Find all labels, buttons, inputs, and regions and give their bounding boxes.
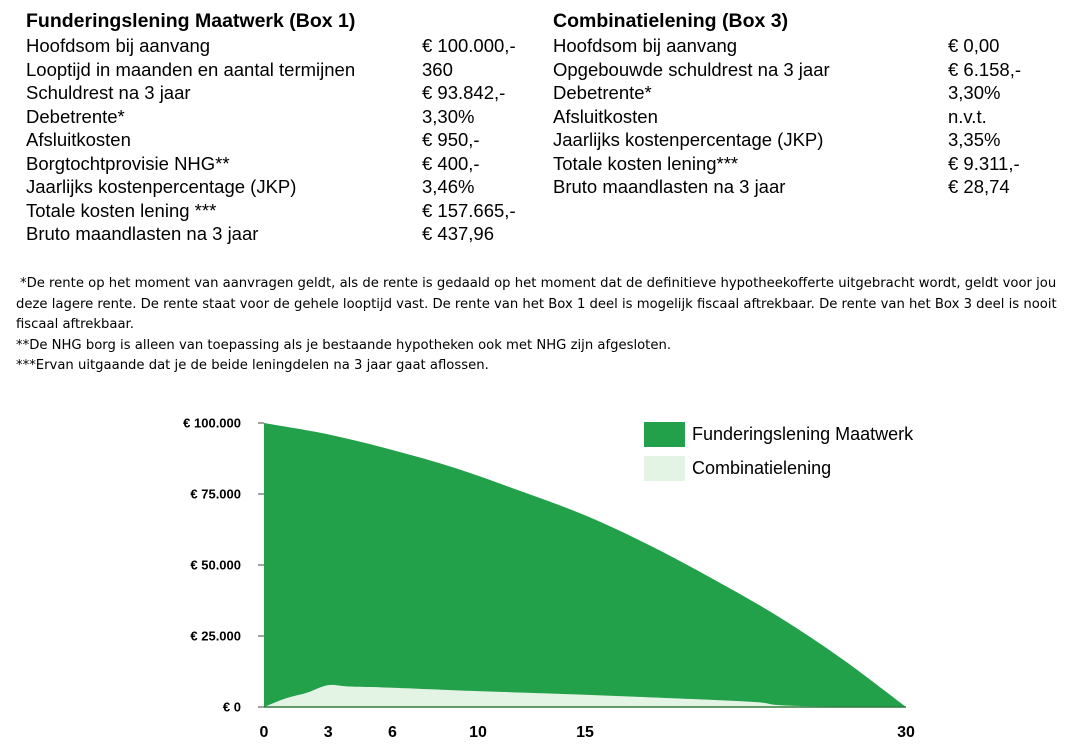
box3-row — [553, 34, 1063, 58]
x-tick-label: 3 — [323, 724, 333, 741]
box1-row-value: 3,46% — [422, 176, 475, 197]
box3-row-label: Bruto maandlasten na 3 jaar — [553, 176, 786, 197]
box1-row-value: € 437,96 — [422, 223, 495, 244]
box3-rows — [553, 34, 1063, 199]
box1-row-label: Borgtochtprovisie NHG** — [26, 152, 230, 174]
legend-swatch — [644, 422, 685, 447]
box1-row-label: Afsluitkosten — [26, 129, 131, 150]
box3-row — [553, 58, 1063, 82]
box1-row-label: Debetrente* — [26, 105, 125, 127]
box1-title: Funderingslening Maatwerk (Box 1) — [26, 10, 356, 32]
box3-row-label: Afsluitkosten — [553, 105, 658, 127]
box3-row-value: 3,30% — [948, 82, 1001, 103]
box3-row — [553, 81, 1063, 105]
box1-row — [26, 58, 536, 82]
box1-panel — [26, 8, 536, 246]
box1-row-value: € 157.665,- — [422, 199, 516, 221]
x-tick-label: 15 — [576, 724, 594, 741]
legend-swatch — [644, 456, 685, 481]
box3-row-value: € 9.311,- — [948, 152, 1020, 174]
box3-row — [553, 175, 1063, 199]
box1-row-value: 3,30% — [422, 105, 475, 127]
box1-row — [26, 81, 536, 105]
y-tick-label: € 50.000 — [190, 557, 241, 573]
x-tick-label: 30 — [897, 724, 915, 741]
box3-row-label: Hoofdsom bij aanvang — [553, 35, 738, 56]
y-tick-label: € 0 — [222, 699, 241, 715]
box1-row — [26, 222, 536, 246]
box1-row — [26, 128, 536, 152]
box3-row-value: € 28,74 — [948, 176, 1010, 197]
box3-row — [553, 152, 1063, 176]
footnote-nhg: **De NHG borg is alleen van toepassing als je bestaande hypotheken ook met NHG zijn afgesloten. — [16, 337, 672, 353]
box3-panel — [553, 8, 1063, 199]
box1-row-label: Bruto maandlasten na 3 jaar — [26, 223, 259, 244]
box3-row — [553, 128, 1063, 152]
box1-row — [26, 199, 536, 223]
box3-row-label: Opgebouwde schuldrest na 3 jaar — [553, 58, 830, 80]
box1-row — [26, 175, 536, 199]
box3-row-value: n.v.t. — [948, 105, 987, 127]
box3-row-value: € 0,00 — [948, 35, 1000, 56]
box1-row-value: € 100.000,- — [422, 35, 516, 56]
box1-row-label: Hoofdsom bij aanvang — [26, 35, 211, 56]
loan-balance-chart — [0, 400, 1085, 753]
footnotes — [16, 274, 1071, 377]
box1-row-value: € 950,- — [422, 129, 480, 150]
box1-rows — [26, 34, 536, 246]
box3-title: Combinatielening (Box 3) — [553, 10, 789, 32]
legend-label: Combinatielening — [692, 458, 832, 478]
x-tick-label: 0 — [259, 724, 269, 741]
box3-row-value: € 6.158,- — [948, 58, 1022, 80]
box1-row — [26, 34, 536, 58]
footnote-rente: *De rente op het moment van aanvragen geldt, als de rente is gedaald op het moment dat de definitieve hypotheekofferte uitgebracht wordt, geldt voor jou deze lagere rente. De rente staat voor de gehele looptijd vast. De rente van het Box 1 deel is mogelijk fiscaal aftrekbaar. De rente van het Box 3 deel is nooit fiscaal aftrekbaar. — [16, 276, 1057, 332]
box3-row-value: 3,35% — [948, 129, 1001, 150]
x-tick-label: 10 — [469, 724, 487, 741]
box1-row-label: Totale kosten lening *** — [26, 199, 217, 221]
box3-row — [553, 105, 1063, 129]
box1-row-label: Looptijd in maanden en aantal termijnen — [26, 58, 356, 80]
box3-row-label: Totale kosten lening*** — [553, 152, 739, 174]
x-tick-label: 6 — [387, 724, 397, 741]
box3-row-label: Debetrente* — [553, 82, 652, 103]
footnote-aflossen: ***Ervan uitgaande dat je de beide leningdelen na 3 jaar gaat aflossen. — [16, 358, 489, 373]
y-tick-label: € 75.000 — [190, 486, 241, 502]
box1-row-value: € 93.842,- — [422, 82, 506, 103]
y-tick-label: € 100.000 — [183, 415, 241, 431]
box1-row-label: Schuldrest na 3 jaar — [26, 82, 191, 103]
box1-row-label: Jaarlijks kostenpercentage (JKP) — [26, 176, 297, 197]
box1-row-value: 360 — [422, 58, 453, 80]
legend-label: Funderingslening Maatwerk — [692, 424, 914, 444]
box1-row — [26, 152, 536, 176]
box3-row-label: Jaarlijks kostenpercentage (JKP) — [553, 129, 824, 150]
box1-row — [26, 105, 536, 129]
box1-row-value: € 400,- — [422, 152, 480, 174]
y-tick-label: € 25.000 — [190, 628, 241, 644]
